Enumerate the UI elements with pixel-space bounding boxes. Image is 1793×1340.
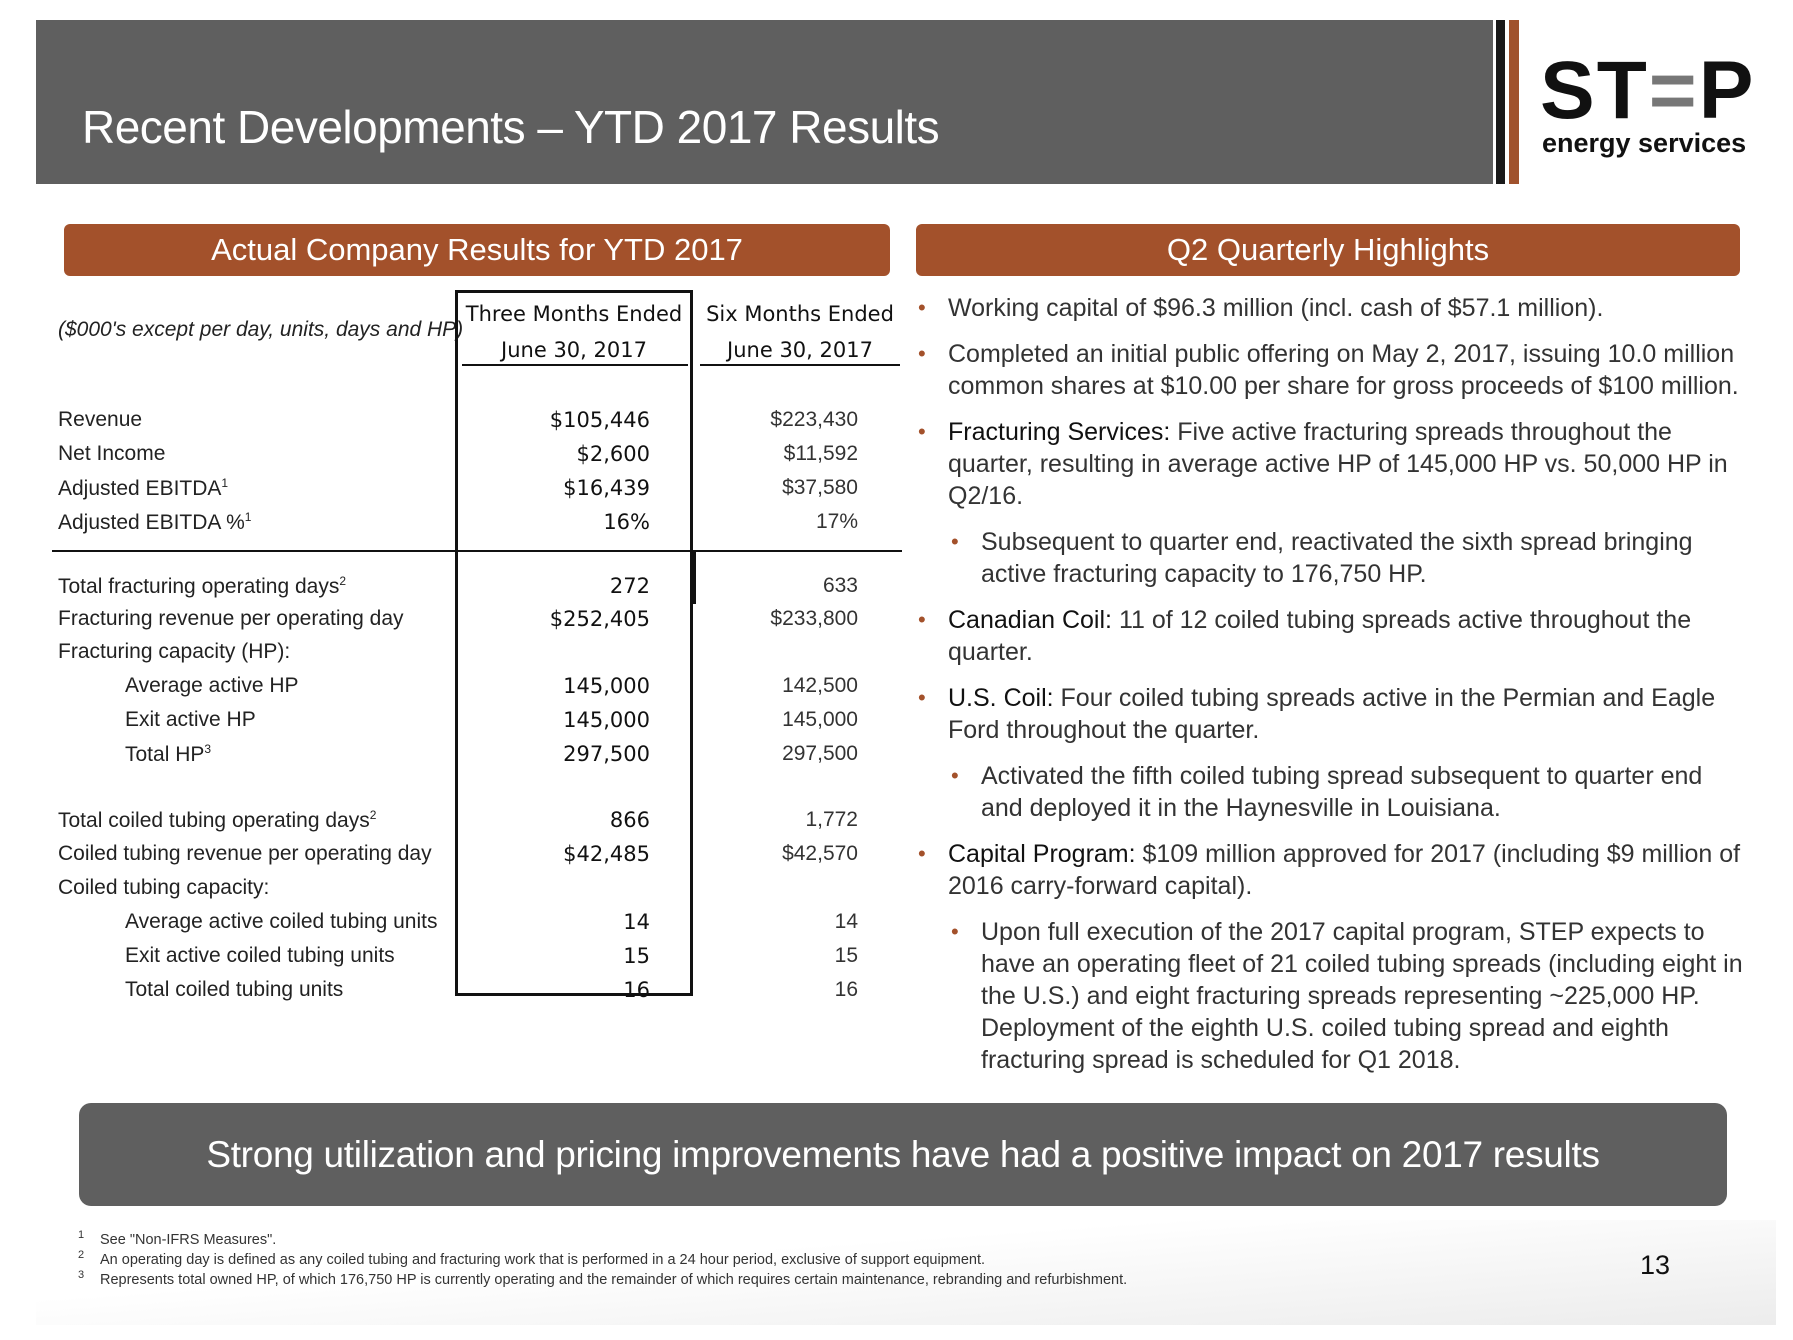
bullet-item: • Working capital of $96.3 million (incl. cash of $57.1 million). xyxy=(918,294,1604,322)
row-label: Exit active coiled tubing units xyxy=(125,944,395,967)
summary-banner: Strong utilization and pricing improvements have had a positive impact on 2017 results xyxy=(79,1103,1727,1206)
bullet-item: • Fracturing Services: Five active fracturing spreads throughout the quarter, resulting in average active HP of 145,000 HP vs. 50,000 HP in Q2/16. xyxy=(918,418,1728,510)
row-label: Total $HP^3$ xyxy=(125,742,212,766)
six-month-value: $37,580 xyxy=(782,476,858,499)
logo-bar-accent xyxy=(1509,20,1519,184)
three-month-value: $42,485 xyxy=(563,842,650,866)
row-label: Average active coiled tubing units xyxy=(125,910,438,933)
units-note: ($000's except per day, units, days and HP) xyxy=(58,318,464,341)
section-separator xyxy=(52,550,902,552)
three-month-value: 272 xyxy=(609,574,650,598)
six-month-value: 297,500 xyxy=(782,742,858,765)
three-month-value: 297,500 xyxy=(563,742,650,766)
col-header-three-underline xyxy=(462,364,688,366)
highlights-list xyxy=(918,292,1748,1090)
row-label: Fracturing revenue per operating day xyxy=(58,607,404,630)
row-label: Revenue xyxy=(58,408,143,431)
bullet-dot-icon: • xyxy=(951,529,959,554)
footnote: 1 See "Non-IFRS Measures". xyxy=(78,1229,277,1248)
three-month-value: $16,439 xyxy=(563,476,650,500)
row-label: Exit active HP xyxy=(125,708,256,731)
bullet-dot-icon: • xyxy=(951,919,959,944)
page-title: Recent Developments – YTD 2017 Results xyxy=(82,101,940,153)
row-label: Total coiled tubing units xyxy=(125,978,344,1001)
sub-bullet-item: • Upon full execution of the 2017 capital program, STEP expects to have an operating fleet of 21 coiled tubing spreads (including eight in the U.S.) and eight fracturing spreads representing ~225,000 HP. Deployment of the eighth U.S. coiled tubing spread and eighth fracturing spread is scheduled for Q1 2018. xyxy=(951,918,1743,1074)
footnote: 3 Represents total owned HP, of which 176,750 HP is currently operating and the remainder of which requires certain maintenance, rebranding and refurbishment. xyxy=(78,1269,1128,1288)
bullet-dot-icon: • xyxy=(918,607,926,632)
three-month-value: 866 xyxy=(609,808,650,832)
six-month-value: 16 xyxy=(834,978,858,1001)
three-month-value: 16% xyxy=(603,510,650,534)
col-header-three-line2: June 30, 2017 xyxy=(501,338,647,362)
bullet-dot-icon: • xyxy=(918,841,926,866)
row-label: Adjusted EBITDA %$^1$ xyxy=(58,510,252,534)
six-month-value: $42,570 xyxy=(782,842,858,865)
col-header-six-line1: Six Months Ended xyxy=(706,302,894,326)
three-month-value: $252,405 xyxy=(549,607,650,631)
logo-subtitle: energy services xyxy=(1542,128,1747,158)
three-month-column-box xyxy=(455,290,693,996)
six-month-value: 633 xyxy=(822,574,858,597)
six-month-value: 14 xyxy=(834,910,858,933)
highlights-banner: Q2 Quarterly Highlights xyxy=(916,224,1740,276)
footnote: 2 An operating day is defined as any coiled tubing and fracturing work that is performed in a 24 hour period, exclusive of support equipment. xyxy=(78,1249,986,1268)
row-label: Net Income xyxy=(58,442,166,465)
bullet-item: • U.S. Coil: Four coiled tubing spreads active in the Permian and Eagle Ford throughout the quarter. xyxy=(918,684,1716,744)
six-month-value: $223,430 xyxy=(770,408,858,431)
six-month-value: $11,592 xyxy=(783,442,858,465)
six-month-value: $233,800 xyxy=(770,607,858,630)
bullet-dot-icon: • xyxy=(951,763,959,788)
row-label: Fracturing capacity (HP): xyxy=(58,640,291,663)
col-header-six-line2: June 30, 2017 xyxy=(727,338,873,362)
three-month-value: 14 xyxy=(623,910,650,934)
three-month-value: 145,000 xyxy=(563,674,650,698)
three-month-value: 145,000 xyxy=(563,708,650,732)
three-month-value: 15 xyxy=(623,944,650,968)
bullet-item: • Capital Program: $109 million approved for 2017 (including $9 million of 2016 carry-forward capital). xyxy=(918,840,1741,900)
three-month-value: $2,600 xyxy=(576,442,650,466)
bullet-dot-icon: • xyxy=(918,295,926,320)
six-month-value: 15 xyxy=(834,944,858,967)
col-header-six-underline xyxy=(700,364,900,366)
separator-vertical xyxy=(693,550,696,604)
results-banner: Actual Company Results for YTD 2017 xyxy=(64,224,890,276)
six-month-value: 142,500 xyxy=(782,674,858,697)
bullet-dot-icon: • xyxy=(918,685,926,710)
col-header-three-line1: Three Months Ended xyxy=(465,302,683,326)
bullet-dot-icon: • xyxy=(918,341,926,366)
sub-bullet-item: • Subsequent to quarter end, reactivated the sixth spread bringing active fracturing capacity to 176,750 HP. xyxy=(951,528,1693,588)
row-label: Coiled tubing capacity: xyxy=(58,876,270,899)
three-month-value: $105,446 xyxy=(549,408,650,432)
three-month-value: 16 xyxy=(623,978,650,1002)
bullet-dot-icon: • xyxy=(918,419,926,444)
row-label: Average active HP xyxy=(125,674,299,697)
row-label: Adjusted EBITDA$^1$ xyxy=(58,476,229,500)
six-month-value: 1,772 xyxy=(805,808,858,831)
logo-bar-dark xyxy=(1496,20,1505,184)
row-label: Total fracturing operating days$^2$ xyxy=(58,574,347,598)
row-label: Coiled tubing revenue per operating day xyxy=(58,842,432,865)
bullet-item: • Completed an initial public offering on May 2, 2017, issuing 10.0 million common shares at $10.00 per share for gross proceeds of $100 million. xyxy=(918,340,1739,400)
sub-bullet-item: • Activated the fifth coiled tubing spread subsequent to quarter end and deployed it in the Haynesville in Louisiana. xyxy=(951,762,1703,822)
bullet-item: • Canadian Coil: 11 of 12 coiled tubing spreads active throughout the quarter. xyxy=(918,606,1692,666)
six-month-value: 145,000 xyxy=(782,708,858,731)
company-logo: ST=P xyxy=(1540,45,1756,136)
row-label: Total coiled tubing operating days$^2$ xyxy=(58,808,377,832)
page-number: 13 xyxy=(1640,1250,1671,1280)
six-month-value: 17% xyxy=(815,510,858,533)
